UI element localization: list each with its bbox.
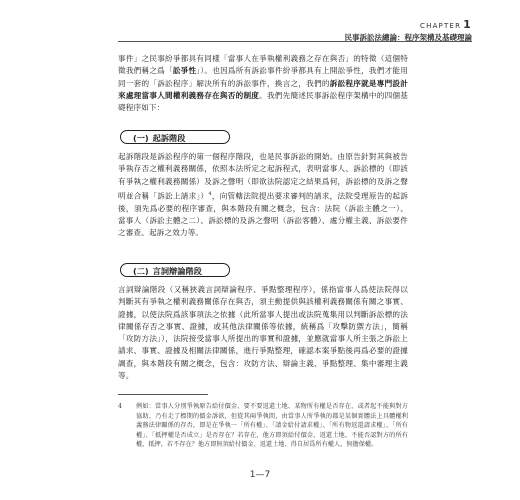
intro-paragraph bbox=[118, 53, 408, 114]
chapter-label: CHAPTER bbox=[420, 22, 462, 30]
section-heading-oral-argument bbox=[120, 263, 230, 277]
section-heading-number: (一) bbox=[133, 133, 149, 143]
text-run: 言詞辯論階段（又稱狹義言詞辯論程序、爭點整理程序），係指當事人爲使法院得以判斷其有爭執之權利義務關係存在與否，須主動提供與該權利義務關係有關之事實、證據，以使法院爲該事項法之依據（此所當事人提出或法院蒐集用以判斷訴訟標的法律關係存否之事實、證據，或其他法律關係等依據，統稱爲「攻擊防禦方法」，簡稱「攻防方法」），法院接受當事人所提出的事實和證據，並應就當事人所主張之訴訟上請求、事實、證據及相關法律關係，進行爭點整理，確認本案爭點後再爲必要的證據調查，與本階段有關之概念，包含：攻防方法、辯論主義、爭點整理、集中審理主義等。 bbox=[118, 285, 408, 381]
section-heading-filing bbox=[120, 130, 230, 144]
text-run: 事件」之民事紛爭都具有同樣「當事人在爭執權利義務之存在與否」的特徵（這個特徵我們稱之爲「 bbox=[118, 54, 408, 76]
bold-text: 訟爭性 bbox=[172, 66, 197, 76]
section-heading-number: (二) bbox=[133, 266, 149, 276]
text-run: ，向管轄法院提出要求審判的請求，法院受理原告的起訴後，須先爲必要的程序審查，與本階段有關之概念，包含：法院（訴訟主體之一）、當事人（訴訟主體之二）、訴訟標的及訴之聲明（訴訟客體）、處分權主義、訴訟要件之審查、起訴之效力等。 bbox=[118, 191, 409, 238]
text-run: 。我們先簡述民事訴訟程序架構中的四個基礎程序如下： bbox=[118, 90, 408, 113]
footnote bbox=[118, 402, 408, 450]
section-heading-label: 言詞辯論階段 bbox=[152, 266, 202, 276]
footnote-number: 4 bbox=[118, 403, 122, 410]
text-run: 」）。也因爲所有訴訟事件紛爭都具有上開訟爭性，我們才能用同一套的「訴訟程序」解決所有的訴訟事件，換言之，我們的 bbox=[118, 66, 408, 88]
footnote-rule bbox=[118, 394, 208, 395]
footnote-reference: 4 bbox=[208, 190, 212, 197]
filing-paragraph bbox=[118, 151, 408, 240]
oral-argument-section bbox=[118, 284, 408, 382]
running-head-title: 民事訴訟法總論：程序架構及基礎理論 bbox=[344, 33, 472, 42]
text-run: 起訴階段是訴訟程序的第一個程序階段，也是民事訴訟的開始。由原告針對其與被告爭執存否之權利義務關係，依照本法所定之起訴程式，表明當事人、訴訟標的（即該有爭執之權利義務關係）及訴之聲明（即欲法院認定之結果爲何，訴訟標的及訴之聲明並合稱「訴訟上請求」） bbox=[118, 152, 408, 201]
running-head bbox=[345, 18, 473, 43]
section-heading-label: 起訴階段 bbox=[152, 133, 186, 143]
footnote-text: 例如：當事人分別爭執原告給付價金、要不要返還土地、某物所有權是否存在、或者起不能與對方協助、乃有走了標期的價金訴欲，但從其兩爭執間，由當事人所爭執的都是某個實體法上具體權利義務法律關係的存否，即是在爭執一「所有權」、「請金給付請求權」、「所有物返還請求權」、「所有權」、「抵押權是否成立」是否存在？若存在，他方即須給付價金、返還土地、不能否認對方的所有權，抵押，若不存在？他方即無須給付價金、返還土地、得自居爲所有權人，無擔保權。 bbox=[136, 403, 408, 449]
bold-text: 訴訟程序就是專門設計來處理當事人間權利義務存在與否的制度 bbox=[118, 78, 409, 100]
page-number: 1—7 bbox=[249, 470, 271, 480]
intro-section bbox=[118, 53, 408, 114]
oral-argument-paragraph bbox=[118, 284, 408, 382]
chapter-number: 1 bbox=[463, 18, 472, 31]
header-rule bbox=[118, 41, 472, 42]
chapter-marker bbox=[345, 18, 473, 31]
filing-section bbox=[118, 151, 408, 240]
